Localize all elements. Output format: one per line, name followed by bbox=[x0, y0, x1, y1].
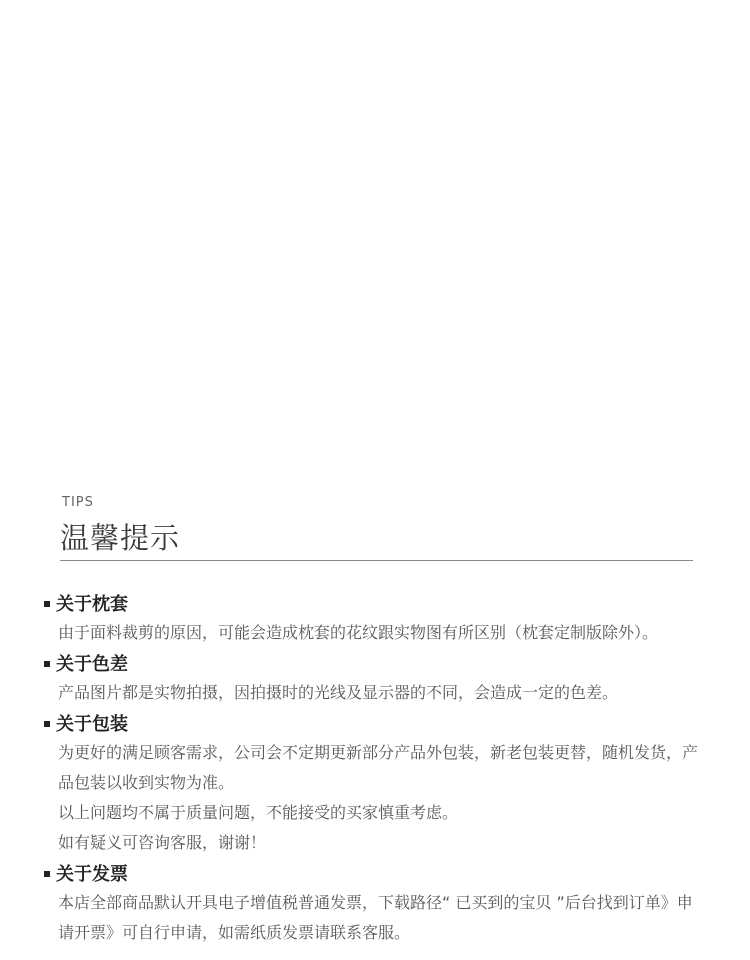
bullet-icon bbox=[44, 661, 50, 667]
heading-text: 关于枕套 bbox=[56, 594, 128, 615]
heading-text: 关于色差 bbox=[56, 654, 128, 675]
section-paragraph: 以上问题均不属于质量问题，不能接受的买家慎重考虑。 bbox=[58, 803, 459, 822]
bullet-icon bbox=[44, 601, 50, 607]
tips-label: TIPS bbox=[62, 495, 94, 510]
bullet-icon bbox=[44, 871, 50, 877]
tips-title: 温馨提示 bbox=[60, 521, 181, 555]
section-paragraph: 本店全部商品默认开具电子增值税普通发票，下载路径“ 已买到的宝贝 ”后台找到订单》申请开票》可自行申请，如需纸质发票请联系客服。 bbox=[58, 893, 693, 942]
tips-content bbox=[44, 588, 700, 948]
heading-text: 关于包装 bbox=[56, 714, 128, 735]
section-paragraph: 由于面料裁剪的原因，可能会造成枕套的花纹跟实物图有所区别（枕套定制版除外）。 bbox=[58, 623, 659, 642]
section-heading bbox=[44, 648, 700, 678]
bullet-icon bbox=[44, 721, 50, 727]
section-paragraph: 如有疑义可咨询客服，谢谢！ bbox=[58, 833, 267, 852]
section-paragraph: 产品图片都是实物拍摄，因拍摄时的光线及显示器的不同，会造成一定的色差。 bbox=[58, 683, 619, 702]
divider bbox=[60, 560, 693, 561]
section-heading bbox=[44, 858, 700, 888]
heading-text: 关于发票 bbox=[56, 864, 128, 885]
section-heading bbox=[44, 708, 700, 738]
section-color-difference bbox=[44, 648, 700, 708]
section-pillowcase bbox=[44, 588, 700, 648]
section-heading bbox=[44, 588, 700, 618]
section-paragraph: 为更好的满足顾客需求，公司会不定期更新部分产品外包装，新老包装更替，随机发货，产品包装以收到实物为准。 bbox=[58, 743, 699, 792]
section-packaging bbox=[44, 708, 700, 858]
section-invoice bbox=[44, 858, 700, 948]
